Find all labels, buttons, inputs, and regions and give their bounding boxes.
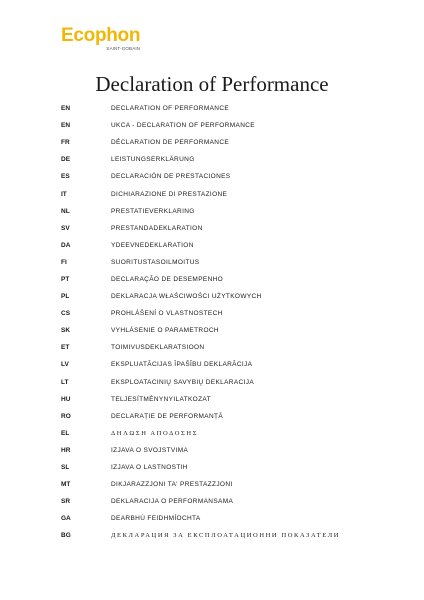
language-code: LV: [61, 361, 69, 369]
language-code: ET: [61, 344, 70, 352]
declaration-title: DIKJARAZZJONI TA' PRESTAZZJONI: [111, 481, 233, 489]
declaration-title: ΔΗΛΩΣΗ ΑΠΟΔΟΣΗΣ: [111, 429, 199, 437]
language-code: LT: [61, 378, 69, 386]
language-row: [61, 220, 391, 237]
language-row: [61, 305, 391, 322]
declaration-title: TOIMIVUSDEKLARATSIOON: [111, 344, 205, 352]
language-code: NL: [61, 207, 70, 215]
declaration-title: ДЕКЛАРАЦИЯ ЗА ЕКСПЛОАТАЦИОННИ ПОКАЗАТЕЛИ: [111, 532, 341, 540]
declaration-title: TELJESÍTMÉNYNYILATKOZAT: [111, 395, 211, 403]
language-code: EN: [61, 105, 71, 113]
language-code: PT: [61, 275, 70, 283]
language-row: [61, 408, 391, 425]
declaration-title: DÉCLARATION DE PERFORMANCE: [111, 139, 230, 147]
language-row: [61, 510, 391, 527]
declaration-title: DEARBHÚ FEIDHMÍOCHTA: [111, 515, 201, 523]
language-code: IT: [61, 190, 67, 198]
language-row: [61, 527, 391, 544]
language-code: GA: [61, 515, 71, 523]
page-title: Declaration of Performance: [95, 72, 329, 96]
declaration-title: DECLARAȚIE DE PERFORMANȚĂ: [111, 412, 224, 420]
language-code: MT: [61, 481, 71, 489]
declaration-title: IZJAVA O LASTNOSTIH: [111, 464, 188, 472]
language-code: HU: [61, 395, 71, 403]
language-row: [61, 356, 391, 373]
language-list: [61, 100, 391, 544]
language-row: [61, 237, 391, 254]
language-row: [61, 134, 391, 151]
language-code: DE: [61, 156, 71, 164]
language-row: [61, 254, 391, 271]
declaration-title: PRESTANDADEKLARATION: [111, 224, 203, 232]
ecophon-logo: [61, 26, 140, 52]
language-code: SR: [61, 498, 71, 506]
language-row: [61, 271, 391, 288]
declaration-title: YDEEVNEDEKLARATION: [111, 241, 194, 249]
declaration-title: DICHIARAZIONE DI PRESTAZIONE: [111, 190, 228, 198]
logo-parent: SAINT-GOBAIN: [106, 46, 141, 51]
language-code: EN: [61, 122, 71, 130]
logo-brand: Ecophon: [61, 25, 141, 46]
declaration-title: IZJAVA O SVOJSTVIMA: [111, 446, 189, 454]
declaration-title: DECLARACIÓN DE PRESTACIONES: [111, 173, 231, 181]
language-code: DA: [61, 241, 71, 249]
language-row: [61, 168, 391, 185]
declaration-title: PROHLÁŠENÍ O VLASTNOSTECH: [111, 310, 223, 318]
language-code: SV: [61, 224, 70, 232]
declaration-title: DECLARATION OF PERFORMANCE: [111, 105, 230, 113]
language-code: BG: [61, 532, 71, 540]
language-code: FR: [61, 139, 70, 147]
declaration-title: DEKLARACJA WŁAŚCIWOŚCI UŻYTKOWYCH: [111, 293, 262, 301]
language-code: RO: [61, 412, 71, 420]
language-row: [61, 151, 391, 168]
language-row: [61, 322, 391, 339]
language-code: ES: [61, 173, 70, 181]
language-code: HR: [61, 446, 71, 454]
declaration-title: EKSPLUATĀCIJAS ĪPAŠĪBU DEKLARĀCIJA: [111, 361, 253, 369]
declaration-title: VYHLÁSENIE O PARAMETROCH: [111, 327, 219, 335]
declaration-title: PRESTATIEVERKLARING: [111, 207, 195, 215]
declaration-title: SUORITUSTASOILMOITUS: [111, 258, 200, 266]
language-row: [61, 476, 391, 493]
declaration-title: DECLARAÇÃO DE DESEMPENHO: [111, 275, 224, 283]
language-row: [61, 459, 391, 476]
language-code: SK: [61, 327, 71, 335]
language-row: [61, 374, 391, 391]
language-code: FI: [61, 258, 67, 266]
declaration-title: LEISTUNGSERKLÄRUNG: [111, 156, 195, 164]
language-row: [61, 493, 391, 510]
language-code: PL: [61, 293, 70, 301]
language-row: [61, 100, 391, 117]
language-row: [61, 185, 391, 202]
declaration-title: DEKLARACIJA O PERFORMANSAMA: [111, 498, 234, 506]
language-row: [61, 288, 391, 305]
declaration-title: EKSPLOATACINIŲ SAVYBIŲ DEKLARACIJA: [111, 378, 255, 386]
declaration-title: UKCA - DECLARATION OF PERFORMANCE: [111, 122, 255, 130]
language-code: EL: [61, 429, 70, 437]
language-row: [61, 117, 391, 134]
language-row: [61, 425, 391, 442]
language-row: [61, 339, 391, 356]
language-code: CS: [61, 310, 71, 318]
language-row: [61, 203, 391, 220]
language-code: SL: [61, 464, 70, 472]
language-row: [61, 391, 391, 408]
language-row: [61, 442, 391, 459]
